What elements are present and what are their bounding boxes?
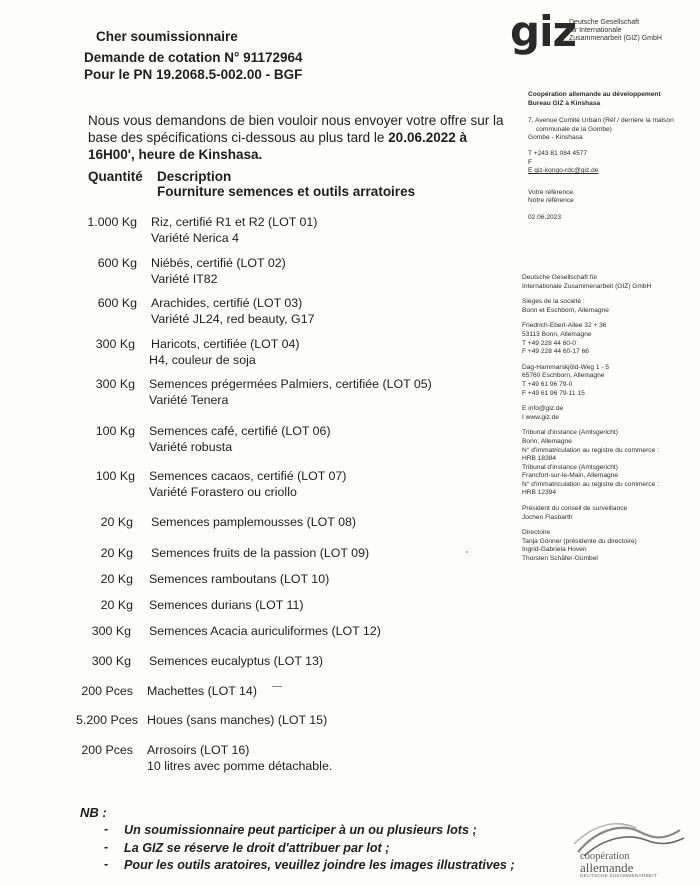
item-description: Semences café, certifié (LOT 06) — [149, 424, 331, 438]
item-quantity: 300 Kg — [95, 377, 135, 391]
item-description: Semences eucalyptus (LOT 13) — [149, 654, 324, 668]
item-quantity: 100 Kg — [95, 424, 135, 438]
nb-bullet: - — [104, 840, 109, 854]
item-quantity: 300 Kg — [91, 624, 131, 638]
giz-logo-caption: Deutsche Gesellschaft für Internationale Zusammenarbeit (GIZ) GmbH — [569, 19, 662, 42]
letter-date: 02.06.2023 — [528, 213, 562, 221]
item-variety: Variété IT82 — [151, 272, 218, 286]
item-description: Semences durians (LOT 11) — [149, 598, 304, 612]
item-quantity: 5.200 Pces — [76, 713, 138, 727]
sidebar-email[interactable]: E giz-kongo-rdc@giz.de — [528, 167, 599, 175]
sidebar-fax: F — [528, 158, 533, 166]
item-quantity: 200 Pces — [81, 684, 133, 698]
item-quantity: 600 Kg — [97, 256, 137, 270]
item-description: Semences prégermées Palmiers, certifiée (LOT 05) — [149, 377, 432, 391]
eschborn-address: Dag-Hammarskjöld-Weg 1 - 5 — [522, 363, 610, 371]
item-description: Haricots, certifiée (LOT 04) — [151, 337, 300, 351]
item-quantity: 300 Kg — [95, 337, 135, 351]
item-description: Arrosoirs (LOT 16) — [147, 743, 250, 757]
our-reference: Notre référence — [528, 197, 574, 205]
greeting: Cher soumissionnaire — [96, 29, 238, 44]
item-quantity: 100 Kg — [95, 469, 135, 483]
item-quantity: 600 Kg — [97, 296, 137, 310]
bonn-address: Friedrich-Ebert-Allee 32 + 36 — [522, 322, 607, 330]
item-quantity: 20 Kg — [100, 572, 133, 586]
company-info: Deutsche Gesellschaft für Internationale Zusammenarbeit (GIZ) GmbH Sièges de la société : Bonn et Eschborn, Allemagne Friedrich-Ebert-Allee 32 + 36 53113 Bonn, Allemagne T +49 228 44 60-0 F +49 228 44 60-17 66 Dag-Hammarskjöld-Weg 1 - 5 65760 Eschborn, Allemagne T +49 61 96 79-0 F +49 61 96 79-11 15 E info@giz.de I www.giz.de Tribunal d'instance (Amtsgericht) Bonn, Allemagne N° d'immatriculation au registre du commerce : HRB 18384 Tribunal d'instance (Amtsgericht) Francfort-sur-le-Main, Allemagne N° d'immatriculation au registre du commerce : HRB 12394 Président du conseil de surveillance Jochen Flasbarth Directoire Tanja Gönner (présidente du directoire) Ingrid-Gabriela Hoven Thorsten Schäfer-Gümbel — [522, 274, 698, 564]
item-variety: 10 litres avec pomme détachable. — [147, 759, 333, 773]
item-variety: Variété Tenera — [149, 393, 229, 407]
quantity-header: Quantité — [88, 169, 143, 184]
item-variety: Variété robusta — [149, 440, 233, 454]
item-description: Semences fruits de la passion (LOT 09) — [151, 546, 370, 560]
item-description: Arachides, certifié (LOT 03) — [151, 296, 303, 310]
item-quantity: 20 Kg — [100, 546, 133, 560]
item-description: Houes (sans manches) (LOT 15) — [147, 713, 328, 727]
intro-paragraph: Nous vous demandons de bien vouloir nous envoyer votre offre sur la base des spécifications ci-dessous au plus tard le 20.06.2022 à 16H00', heure de Kinshasa. — [88, 113, 504, 162]
item-description: Riz, certifié R1 et R2 (LOT 01) — [151, 215, 318, 229]
your-reference: Votre référence — [528, 188, 574, 196]
description-header: Description — [157, 169, 232, 184]
scan-mark — [272, 686, 282, 687]
item-variety: Variété JL24, red beauty, G17 — [151, 312, 315, 326]
nb-item: Pour les outils aratoires, veuillez joindre les images illustratives ; — [124, 858, 515, 872]
website-link[interactable]: I www.giz.de — [522, 413, 560, 421]
item-description: Semences cacaos, certifié (LOT 07) — [149, 469, 347, 483]
sidebar-address: 7, Avenue Comité Urbain (Réf / derrière la maison — [528, 117, 674, 125]
item-quantity: 300 Kg — [91, 654, 131, 668]
table-subtitle: Fourniture semences et outils arratoires — [157, 184, 416, 199]
item-description: Niébés, certifié (LOT 02) — [151, 256, 286, 270]
item-variety: Variété Nerica 4 — [151, 231, 239, 245]
nb-bullet: - — [104, 857, 109, 871]
giz-logo: giz — [510, 7, 576, 56]
sidebar-org: Coopération allemande au développement — [528, 91, 661, 98]
item-quantity: 20 Kg — [100, 515, 133, 529]
nb-item: Un soumissionnaire peut participer à un ou plusieurs lots ; — [124, 823, 477, 837]
item-description: Machettes (LOT 14) — [147, 684, 257, 698]
cooperation-allemande-logo: coopération allemande DEUTSCHE ZUSAMMENARBEIT — [570, 822, 685, 882]
sidebar-office: Bureau GIZ à Kinshasa — [528, 99, 601, 107]
item-quantity: 20 Kg — [100, 598, 133, 612]
request-number: Demande de cotation N° 91172964 — [84, 50, 303, 65]
item-quantity: 200 Pces — [81, 743, 133, 757]
info-email[interactable]: E info@giz.de — [522, 405, 564, 413]
nb-item: La GIZ se réserve le droit d'attribuer par lot ; — [124, 841, 390, 855]
item-description: Semences pamplemousses (LOT 08) — [151, 515, 356, 529]
sidebar: Coopération allemande au développement Bureau GIZ à Kinshasa 7, Avenue Comité Urbain (Réf / derrière la maison communale de la Gombe) Gombe - Kinshasa T +243 81 084 4577 F E giz-kongo-rdc@giz.de Votre référence Notre référence 02.06.2023 — [528, 91, 698, 223]
nb-label: NB : — [80, 805, 107, 820]
item-variety: H4, couleur de soja — [149, 353, 256, 367]
sidebar-phone: T +243 81 084 4577 — [528, 149, 588, 157]
item-quantity: 1.000 Kg — [87, 215, 137, 229]
deadline: 20.06.2022 à 16H00', heure de Kinshasa. — [88, 130, 467, 162]
scan-speck — [466, 551, 468, 553]
item-description: Semences ramboutans (LOT 10) — [149, 572, 330, 586]
item-variety: Variété Forastero ou criollo — [149, 485, 297, 499]
project-number: Pour le PN 19.2068.5-002.00 - BGF — [84, 67, 303, 82]
item-description: Semences Acacia auriculiformes (LOT 12) — [149, 624, 381, 638]
nb-bullet: - — [104, 822, 109, 836]
